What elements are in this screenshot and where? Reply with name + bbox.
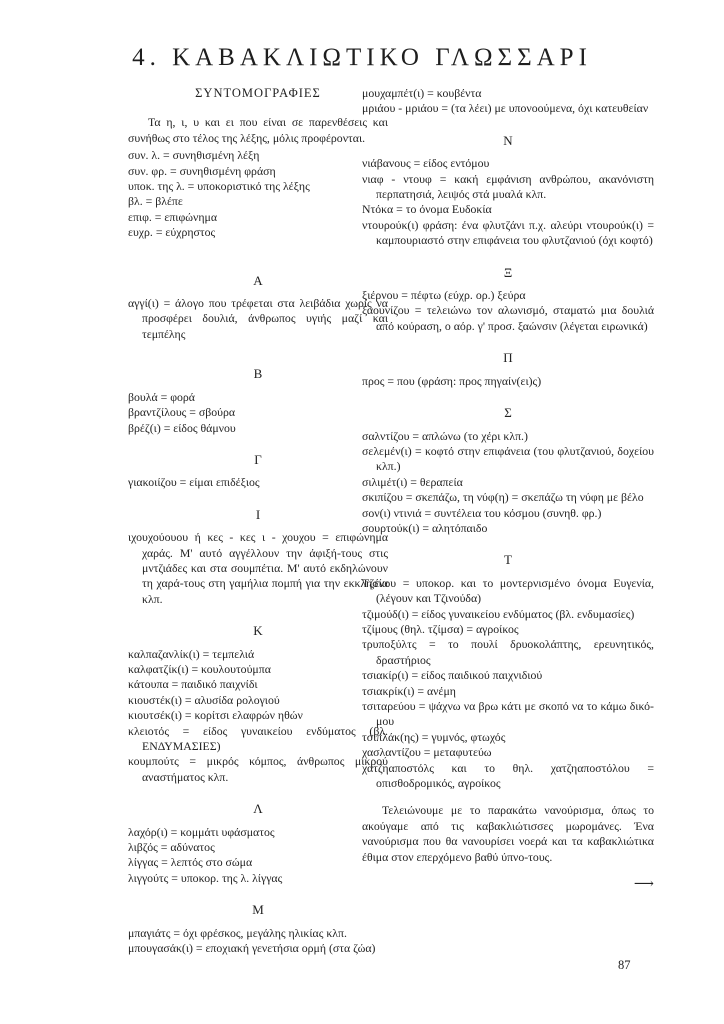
abbreviation-entry: ευχρ. = εύχρηστος (128, 225, 216, 240)
glossary-entry: λίγγας = λεπτός στο σώμα (128, 855, 253, 870)
glossary-entry: χασλαντίζου = μεταφυτεύω (362, 745, 492, 760)
glossary-entry: σαλντίζου = απλώνω (το χέρι κλπ.) (362, 428, 528, 443)
section-letter-gamma: Γ (254, 451, 262, 467)
glossary-entry: χατζηαποστόλς και το θηλ. χατζηαποστόλου = οπισθοδρομικός, αγροίκος (362, 760, 654, 791)
glossary-entry: σελεμέν(ι) = κοφτό στην επιφάνεια (του φλυτζανιού, δοχείου κλπ.) (362, 443, 654, 474)
section-letter-alpha: Α (253, 272, 263, 288)
section-letter-xi: Ξ (503, 264, 513, 280)
page-number: 87 (618, 958, 631, 972)
glossary-entry: τζιμούδ(ι) = είδος γυναικείου ενδύματος (βλ. ενδυμασίες) (362, 606, 635, 621)
glossary-entry: σιλιμέτ(ι) = θεραπεία (362, 474, 463, 489)
section-letter-sigma: Σ (504, 405, 512, 421)
glossary-entry: λιγγούτς = υποκορ. της λ. λίγγας (128, 870, 283, 885)
glossary-entry: ξαουνίζου = τελειώνω τον αλωνισμό, σταματώ μια δουλιά από κούραση, ο αόρ. γ' προσ. ξαώνσιν (λέγεται ειρωνικά) (362, 303, 654, 333)
glossary-entry: γιακοιίζου = είμαι επιδέξιος (128, 475, 260, 490)
glossary-entry: κιουστέκ(ι) = αλυσίδα ρολογιού (128, 692, 280, 707)
glossary-entry: τζίμους (θηλ. τζίμσα) = αγροίκος (362, 621, 519, 636)
section-letter-lambda: Λ (253, 801, 263, 817)
glossary-entry: πρoς = που (φράση: προς πηγαίν(ει)ς) (362, 373, 542, 388)
glossary-entry: μπουγασάκ(ι) = εποχιακή γενετήσια ορμή (στα ζώα) (128, 941, 376, 956)
glossary-entry: καλφατζίκ(ι) = κουλουτούμπα (128, 661, 271, 676)
glossary-entry: ντουρούκ(ι) φράση: ένα φλυτζάνι π.χ. αλεύρι ντουρούκ(ι) = καμπουριαστό στην επιφάνεια του φλυτζανιού (όχι κοφτό) (362, 217, 654, 248)
glossary-entry: σον(ι) ντινιά = συντέλεια του κόσμου (συνηθ. φρ.) (362, 505, 602, 520)
abbreviation-entry: υποκ. της λ. = υποκοριστικό της λέξης (128, 179, 310, 194)
section-letter-nu: Ν (503, 132, 513, 148)
abbreviation-entry: επιφ. = επιφώνημα (128, 209, 218, 224)
continue-arrow-icon: ⟶ (633, 876, 654, 892)
glossary-entry: νιαφ - ντουφ = κακή εμφάνιση ανθρώπου, ακανόνιστη περπατησιά, λειψός στά μυαλά κλπ. (362, 171, 654, 202)
glossary-entry: τρυποξύλτς = το πουλί δρυοκολάπτης, ερευνητικός, δραστήριος (362, 637, 654, 667)
glossary-entry: κλειοτός = είδος γυναικείου ενδύματος (βλ. ΕΝΔΥΜΑΣΙΕΣ) (128, 723, 388, 753)
lullaby-intro-paragraph: Τελειώνουμε με το παρακάτω νανούρισμα, όπως το ακούγαμε από τις καβακλιώτισσες μωρομάνες. Ένα νανούρισμα που θα νανουρίσει νοερά και τα καβακλιώτικα έθιμα στον επερχόμενο βαθύ ύπνο-τους. (362, 803, 654, 864)
glossary-entry: κιουτσέκ(ι) = κορίτσι ελαφρών ηθών (128, 708, 303, 723)
glossary-entry: σκιπίζου = σκεπάζω, τη νύφ(η) = σκεπάζω τη νύφη με βέλο (362, 490, 644, 505)
glossary-entry: τσιταρεύου = ψάχνω να βρω κάτι με σκοπό να το κάμω δικό-μου (362, 699, 654, 729)
intro-paragraph: Τα η, ι, υ και ει που είναι σε παρενθέσεις και συνήθως στο τέλος της λέξης, μόλις προφέρονται. (128, 115, 388, 145)
glossary-entry: τσιπλάκ(ης) = γυμνός, φτωχός (362, 729, 506, 744)
glossary-entry: κουμπούτς = μικρός κόμπος, άνθρωπος μικρού αναστήματος κλπ. (128, 754, 388, 784)
section-letter-mu: Μ (252, 902, 264, 918)
glossary-entry: λιβζός = αδύνατος (128, 840, 215, 855)
section-letter-iota: Ι (255, 506, 261, 522)
abbreviation-entry: συν. φρ. = συνηθισμένη φράση (128, 163, 276, 178)
abbreviation-entry: συν. λ. = συνηθισμένη λέξη (128, 148, 260, 163)
glossary-entry: κάτουπα = παιδικό παιχνίδι (128, 677, 258, 692)
glossary-entry: μουχαμπέτ(ι) = κουβέντα (362, 86, 482, 100)
glossary-entry: Ντόκα = το όνομα Ευδοκία (362, 202, 492, 217)
left-column (128, 86, 388, 956)
right-column (362, 86, 654, 892)
glossary-entry: σουρτούκ(ι) = αλητόπαιδο (362, 520, 488, 535)
abbreviation-entry: βλ. = βλέπε (128, 194, 183, 209)
glossary-entry: βραντζίλους = σβούρα (128, 405, 236, 420)
section-letter-beta: Β (253, 366, 263, 382)
glossary-entry: μριάου - μριάου = (τα λέει) με υπονοούμενα, όχι κατευθείαν (362, 101, 649, 116)
glossary-entry: καλπαζανλίκ(ι) = τεμπελιά (128, 646, 255, 661)
section-letter-kappa: Κ (253, 623, 263, 639)
section-letter-tau: Τ (504, 552, 512, 568)
glossary-entry: τσιακρίκ(ι) = ανέμη (362, 683, 456, 698)
glossary-entry: μπαγιάτς = όχι φρέσκος, μεγάλης ηλικίας κλπ. (128, 925, 347, 940)
section-letter-pi: Π (503, 350, 513, 366)
glossary-entry: αγγί(ι) = άλογο που τρέφεται στα λειβάδια χωρίς να προσφέρει δουλιά, άνθρωπος υγιής μαζί και τεμπέλης (128, 296, 388, 341)
glossary-entry: ιχουχούουου ή κες - κες ι - χουχου = επιφώνημα χαράς. Μ' αυτό αγγέλλουν την άφιξή-τους στις μντζιάδες και στα σουμπέτια. Μ' αυτό εκδηλώνουν τη χαρά-τους στη γαμήλια πομπή για την εκκλησία κλπ. (128, 530, 388, 606)
glossary-entry: βρέζ(ι) = είδος θάμνου (128, 420, 236, 435)
glossary-entry: ξιέρνου = πέφτω (εύχρ. ορ.) ξεύρα (362, 288, 526, 303)
abbreviations-heading: ΣΥΝΤΟΜΟΓΡΑΦΙΕΣ (195, 86, 321, 100)
glossary-entry: Τζένου = υποκορ. και το μοντερνισμένο όνομα Ευγενία, (λέγουν και Τζινούδα) (362, 575, 654, 606)
chapter-title: 4. ΚΑΒΑΚΛΙΩΤΙΚΟ ΓΛΩΣΣΑΡΙ (132, 44, 592, 71)
glossary-entry: νιάβανους = είδος εντόμου (362, 156, 490, 171)
glossary-entry: λαχόρ(ι) = κομμάτι υφάσματος (128, 824, 275, 839)
glossary-entry: βουλά = φορά (128, 389, 195, 404)
glossary-entry: τσιακίρ(ι) = είδος παιδικού παιχνιδιού (362, 668, 543, 683)
